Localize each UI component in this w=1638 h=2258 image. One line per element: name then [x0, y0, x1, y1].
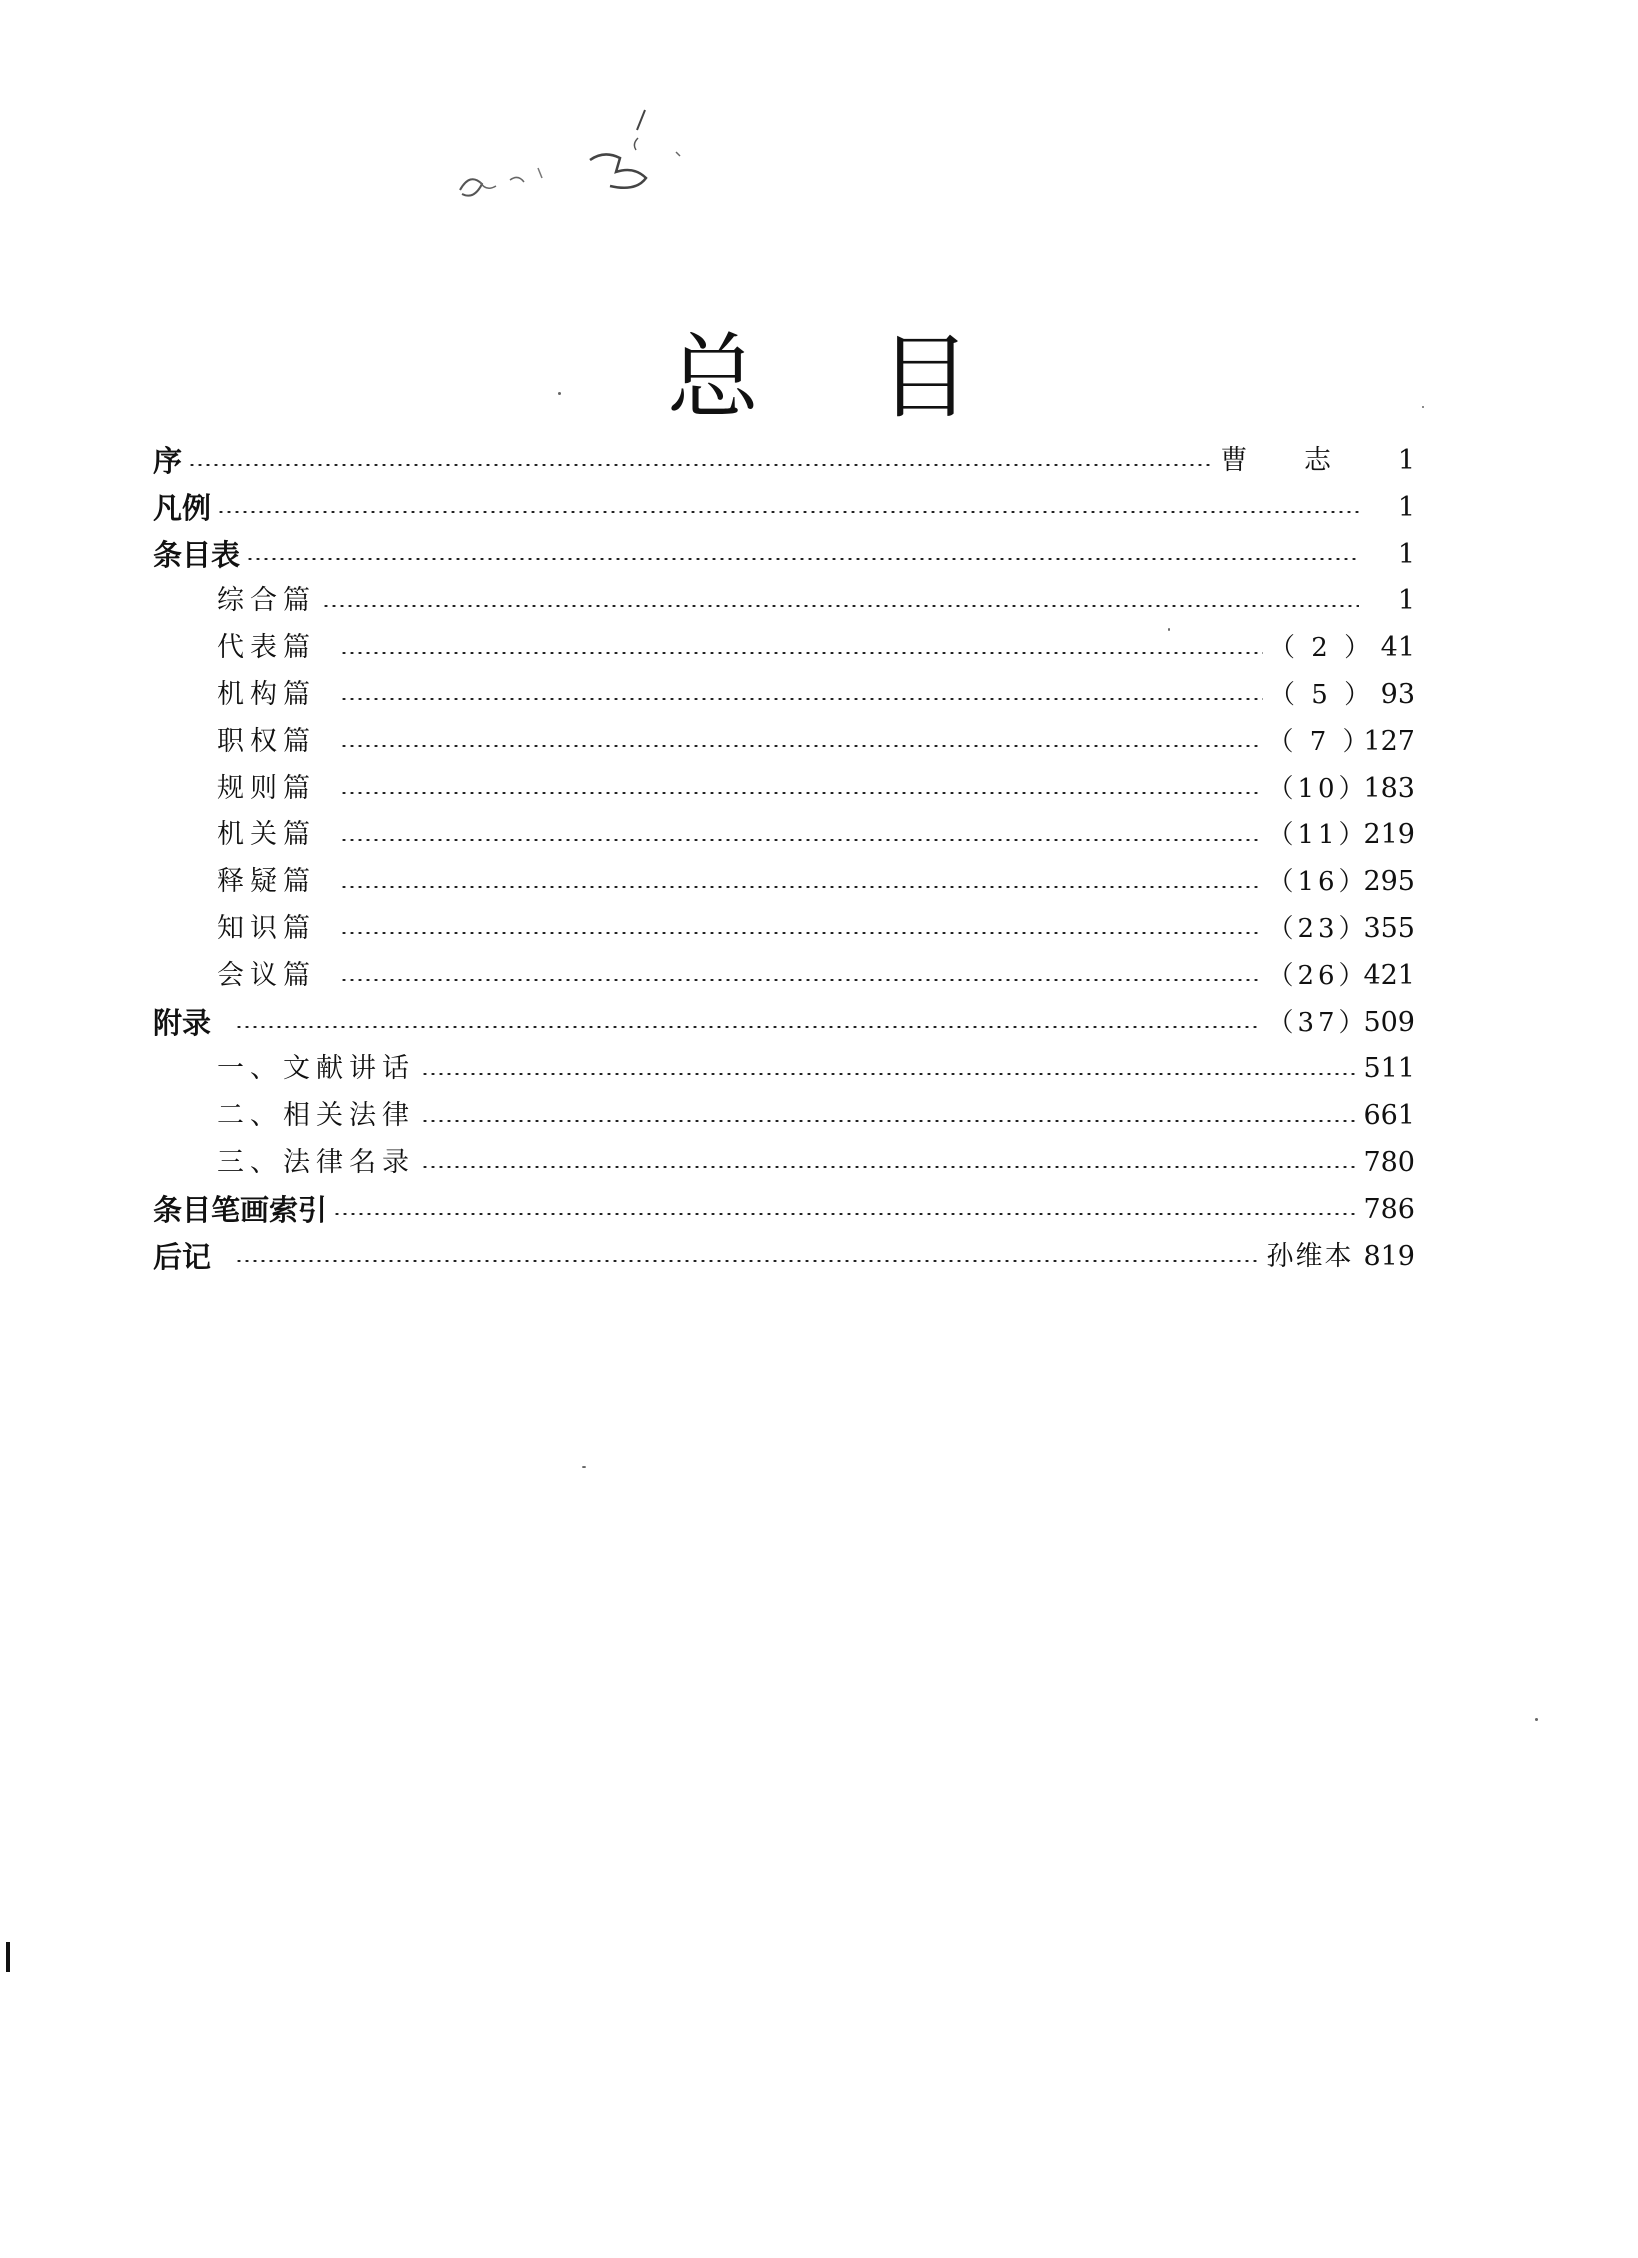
- toc-entry-chapter: （10）: [1267, 773, 1369, 804]
- toc-entry-chapter: （ 2 ）: [1269, 633, 1375, 664]
- toc-entry[interactable]: [153, 532, 1415, 579]
- toc-entry[interactable]: [153, 1000, 1415, 1047]
- toc-entry-label: 后记: [153, 1239, 212, 1274]
- page-title: [0, 304, 1638, 436]
- table-of-contents: [153, 438, 1415, 1280]
- toc-entry-page-number: 509: [1363, 1006, 1415, 1038]
- toc-entry[interactable]: [153, 485, 1415, 532]
- toc-entry[interactable]: [153, 1187, 1415, 1234]
- toc-entry-label: 会议篇: [217, 959, 316, 991]
- toc-entry-label: 机关篇: [217, 819, 316, 851]
- toc-entry-page-number: 1: [1397, 538, 1415, 570]
- toc-entry-page-number: 780: [1363, 1146, 1415, 1178]
- toc-entry-page-number: 295: [1363, 866, 1415, 898]
- toc-entry[interactable]: [153, 1046, 1415, 1093]
- toc-entry-label: 规则篇: [217, 772, 316, 804]
- toc-entry-label: 二、相关法律: [217, 1100, 415, 1132]
- toc-entry-label: 附录: [153, 1005, 212, 1040]
- toc-entry-author: 曹 志: [1220, 445, 1355, 476]
- toc-entry[interactable]: [153, 1140, 1415, 1187]
- toc-entry-label: 凡例: [153, 490, 212, 525]
- toc-entry-page-number: 819: [1363, 1240, 1415, 1272]
- scan-speck: [582, 1466, 586, 1468]
- dot-leader: [340, 839, 1261, 841]
- handwritten-note-text: 6.20 5: [440, 90, 444, 91]
- toc-entry-page-number: 786: [1363, 1193, 1415, 1225]
- toc-entry-page-number: 421: [1363, 959, 1415, 991]
- toc-entry[interactable]: [153, 766, 1415, 813]
- toc-entry-chapter: （37）: [1267, 1007, 1369, 1038]
- dot-leader: [235, 1026, 1261, 1028]
- toc-entry-author: 孙维本: [1266, 1240, 1354, 1272]
- toc-entry[interactable]: [153, 578, 1415, 625]
- dot-leader: [340, 886, 1261, 888]
- toc-entry-page-number: 219: [1363, 819, 1415, 851]
- toc-entry[interactable]: [153, 438, 1415, 485]
- dot-leader: [340, 745, 1261, 747]
- toc-entry-page-number: 1: [1397, 445, 1415, 476]
- toc-entry-chapter: （ 5 ）: [1269, 679, 1375, 710]
- dot-leader: [421, 1120, 1357, 1122]
- toc-entry-label: 条目笔画索引: [153, 1192, 328, 1227]
- toc-entry-chapter: （ 7 ）: [1267, 726, 1373, 757]
- dot-leader: [340, 698, 1263, 700]
- toc-entry-label: 机构篇: [217, 678, 316, 710]
- toc-entry[interactable]: [153, 1093, 1415, 1140]
- toc-entry[interactable]: [153, 719, 1415, 766]
- dot-leader: [333, 1213, 1357, 1215]
- dot-leader: [340, 979, 1261, 981]
- dot-leader: [235, 1260, 1260, 1262]
- dot-leader: [340, 792, 1261, 794]
- dot-leader: [340, 932, 1261, 934]
- toc-entry-label: 职权篇: [217, 725, 316, 757]
- dot-leader: [246, 558, 1359, 560]
- toc-entry[interactable]: [153, 953, 1415, 1000]
- toc-entry[interactable]: [153, 906, 1415, 953]
- toc-entry-page-number: 355: [1363, 912, 1415, 944]
- toc-entry-label: 代表篇: [217, 632, 316, 664]
- scan-mark: [6, 1942, 10, 1972]
- toc-entry[interactable]: [153, 812, 1415, 859]
- toc-entry-page-number: 183: [1363, 772, 1415, 804]
- toc-entry-chapter: （26）: [1267, 960, 1369, 991]
- toc-entry[interactable]: [153, 625, 1415, 672]
- toc-entry-label: 释疑篇: [217, 866, 316, 898]
- dot-leader: [217, 511, 1359, 513]
- dot-leader: [188, 464, 1214, 466]
- handwritten-note: [440, 90, 760, 230]
- toc-entry[interactable]: [153, 1234, 1415, 1281]
- toc-entry-chapter: （16）: [1267, 867, 1369, 898]
- toc-entry-label: 综合篇: [217, 585, 316, 617]
- toc-entry-chapter: （11）: [1267, 820, 1369, 851]
- toc-entry-label: 一、文献讲话: [217, 1053, 415, 1085]
- toc-entry-label: 知识篇: [217, 912, 316, 944]
- dot-leader: [421, 1166, 1357, 1168]
- page-title-char-2: 目: [879, 323, 972, 431]
- dot-leader: [322, 605, 1359, 607]
- toc-entry[interactable]: [153, 859, 1415, 906]
- toc-entry-page-number: 127: [1363, 725, 1415, 757]
- dot-leader: [340, 652, 1263, 654]
- toc-entry-label: 条目表: [153, 537, 241, 572]
- page-title-char-1: 总: [667, 323, 760, 431]
- dot-leader: [421, 1073, 1357, 1075]
- toc-entry-label: 序: [153, 444, 183, 478]
- toc-entry-page-number: 93: [1380, 678, 1415, 710]
- toc-entry[interactable]: [153, 672, 1415, 719]
- toc-entry-label: 三、法律名录: [217, 1146, 415, 1178]
- toc-entry-page-number: 511: [1363, 1053, 1415, 1085]
- toc-entry-page-number: 1: [1397, 491, 1415, 523]
- scan-speck: [1535, 1718, 1538, 1721]
- toc-entry-chapter: （23）: [1267, 913, 1369, 944]
- toc-entry-page-number: 41: [1380, 632, 1415, 664]
- toc-entry-page-number: 1: [1397, 585, 1415, 617]
- toc-entry-page-number: 661: [1363, 1100, 1415, 1132]
